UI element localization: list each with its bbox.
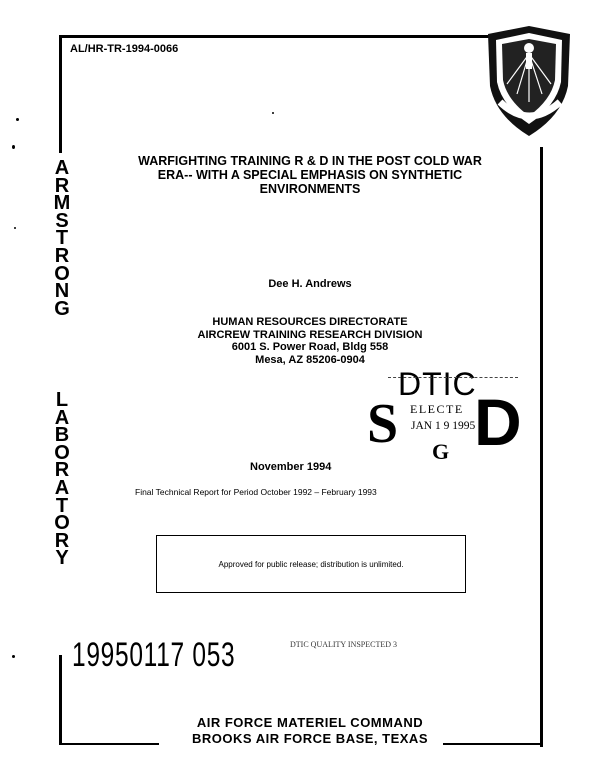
distribution-statement-box [156, 535, 466, 593]
side-letter: A [54, 406, 70, 429]
side-letter: O [54, 512, 70, 535]
report-number: AL/HR-TR-1994-0066 [70, 43, 179, 55]
side-letter: N [54, 280, 70, 303]
report-date: November 1994 [250, 461, 332, 473]
stamp-letter-d: D [474, 385, 522, 459]
dtic-quality-inspected: DTIC QUALITY INSPECTED 3 [290, 640, 398, 649]
side-label-armstrong [50, 157, 74, 320]
organization-address: HUMAN RESOURCES DIRECTORATE AIRCREW TRAINING RESEARCH DIVISION 6001 S. Power Road, Bldg 558 Mesa, AZ 85206-0904 [197, 316, 423, 366]
armstrong-laboratory-seal [482, 24, 576, 140]
author-name: Dee H. Andrews [268, 278, 352, 290]
side-letter: R [54, 529, 70, 552]
report-period: Final Technical Report for Period October 1992 – February 1993 [135, 487, 377, 497]
scan-speck [272, 112, 274, 114]
accession-number: 19950117 053 [72, 636, 236, 674]
frame-right-bar [540, 147, 543, 747]
side-letter: O [54, 441, 70, 464]
frame-bottom-left-rule [59, 743, 159, 745]
stamp-letter-s: S [367, 393, 399, 455]
frame-top-bar [59, 35, 489, 38]
side-letter: O [54, 262, 70, 285]
side-letter: T [55, 494, 69, 517]
frame-bottom-right-rule [443, 743, 543, 745]
frame-left-bar-lower [59, 655, 62, 745]
side-letter: T [55, 227, 69, 250]
stamp-electe: ELECTE [410, 402, 464, 416]
scan-speck [16, 118, 19, 121]
side-letter: A [54, 157, 70, 179]
distribution-statement: Approved for public release; distribution is unlimited. [218, 559, 404, 569]
report-title: WARFIGHTING TRAINING R & D IN THE POST COLD WAR ERA-- WITH A SPECIAL EMPHASIS ON SYNTHETIC ENVIRONMENTS [138, 154, 482, 196]
side-letter: G [54, 297, 70, 320]
side-letter: A [54, 476, 70, 499]
command-footer: AIR FORCE MATERIEL COMMAND BROOKS AIR FORCE BASE, TEXAS [192, 715, 428, 746]
side-letter: S [55, 209, 69, 232]
side-letter: M [53, 192, 71, 215]
side-letter: Y [55, 547, 69, 570]
side-letter: R [54, 174, 70, 197]
stamp-dtic: DTIC [398, 366, 477, 402]
side-letter: R [54, 244, 70, 267]
scan-speck [12, 145, 15, 149]
scan-speck [12, 655, 15, 658]
side-letter: B [54, 424, 70, 447]
stamp-date: JAN 1 9 1995 [411, 420, 476, 432]
stamp-dashed-rule [388, 377, 518, 379]
side-letter: L [55, 389, 69, 411]
frame-left-bar-upper [59, 35, 62, 153]
stamp-letter-g: G [432, 439, 450, 464]
side-letter: R [54, 459, 70, 482]
scan-speck [14, 227, 16, 229]
side-label-laboratory [50, 389, 74, 570]
